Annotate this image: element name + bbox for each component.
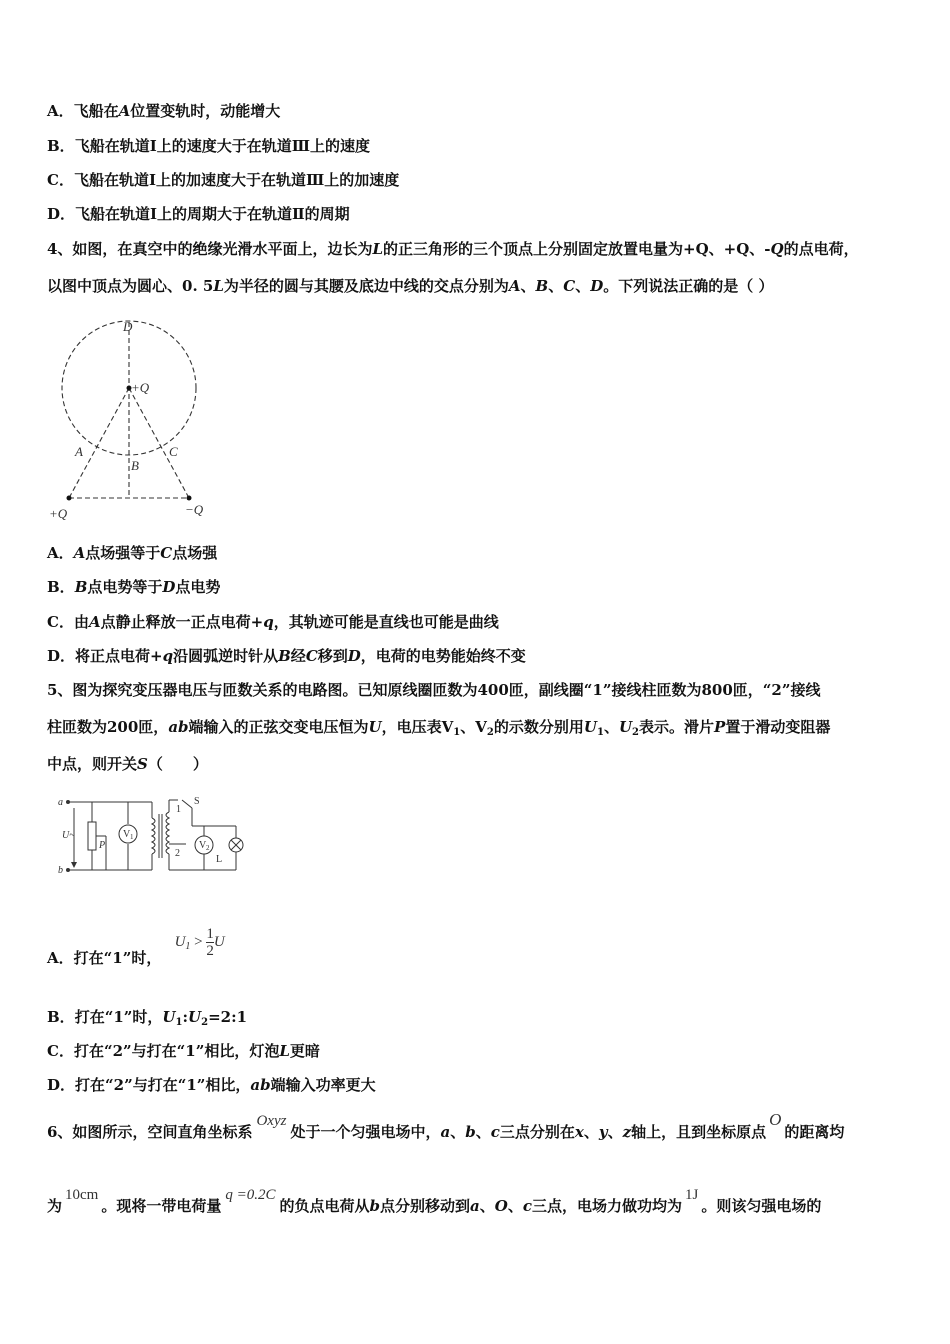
q4-stem-line2: 以图中顶点为圆心、0. 5L为半径的圆与其腰及底边中线的交点分别为A、B、C、D。下列说法正确的是（ ） [47,277,774,295]
label-s: S [194,796,200,807]
q4-charge-triangle-figure [45,318,225,528]
q5-option-c: C．打在“2”与打在“1”相比，灯泡L更暗 [47,1042,320,1060]
q5-stem-line1: 5、图为探究变压器电压与匝数关系的电路图。已知原线圈匝数为400匝，副线圈“1”接线柱匝数为800匝，“2”接线 [47,681,821,699]
q3-option-d: D．飞船在轨道Ⅰ上的周期大于在轨道Ⅱ的周期 [47,205,350,223]
label-top-q: +Q [131,380,150,395]
right-charge-dot [187,496,192,501]
label-v2: V [199,840,207,851]
rheostat [88,822,96,850]
switch-s [182,800,192,808]
label-l: L [216,854,223,865]
label-d: D [123,319,133,334]
q6-stem-line2: 为10cm。现将一带电荷量q =0.2C的负点电荷从b点分别移动到a、O、c三点，电场力做功均为1J。则该匀强电场的 [47,1187,822,1215]
label-right-q: −Q [185,502,204,517]
q5-option-a: A．打在“1”时， $U_1$ > $\frac{1}{2}$ U [47,926,225,967]
q5-stem-line2: 柱匝数为200匝，ab端输入的正弦交变电压恒为U，电压表$V_1$、$V_2$的示数分别用$U_1$、$U_2$表示。滑片P置于滑动变阻器 [47,718,831,738]
q5-option-a-formula: $U_1$ > $\frac{1}{2}$ U [174,926,225,959]
q5-option-d: D．打在“2”与打在“1”相比，ab端输入功率更大 [47,1076,376,1094]
terminal-a [66,800,70,804]
q4-option-d: D．将正点电荷+q沿圆弧逆时针从B经C移到D，电荷的电势能始终不变 [47,647,526,665]
q5-transformer-circuit-figure [58,796,248,878]
triangle-left-side [69,388,129,498]
q3-option-a: A．飞船在A位置变轨时，动能增大 [47,102,281,120]
label-left-q: +Q [49,506,68,521]
label-c: C [169,444,178,459]
q4-option-c: C．由A点静止释放一正点电荷+q，其轨迹可能是直线也可能是曲线 [47,613,499,631]
q5-stem-line3: 中点，则开关S（ ） [47,755,208,773]
left-charge-dot [67,496,72,501]
label-v2-sub: 2 [206,844,210,852]
label-a: a [58,797,63,808]
q6-stem-line1: 6、如图所示，空间直角坐标系Oxyz处于一个匀强电场中，a、b、c三点分别在x、y、z轴上，且到坐标原点O的距离均 [47,1110,845,1141]
label-v1-sub: 1 [130,833,134,841]
label-tap-1: 1 [176,804,181,815]
label-b: b [58,865,63,876]
q4-option-b: B．B点电势等于D点电势 [47,578,221,596]
label-a: A [75,444,83,459]
label-b: B [131,458,139,473]
u-arrow-head [71,862,77,868]
q3-option-c: C．飞船在轨道Ⅰ上的加速度大于在轨道Ⅲ上的加速度 [47,171,400,189]
label-tap-2: 2 [175,848,180,859]
triangle-right-side [129,388,189,498]
label-p: P [99,840,106,851]
q5-option-b: B．打在“1”时，$U_1:U_2=2:1$ [47,1008,248,1028]
secondary-coil [166,812,169,854]
label-v1: V [123,829,131,840]
q3-option-b: B．飞船在轨道Ⅰ上的速度大于在轨道Ⅲ上的速度 [47,137,370,155]
terminal-b [66,868,70,872]
q4-stem-line1: 4、如图，在真空中的绝缘光滑水平面上，边长为L的正三角形的三个顶点上分别固定放置电量为+Q、+Q、-Q的点电荷， [47,240,859,258]
primary-coil [152,818,155,854]
label-u: U~ [62,830,75,841]
q4-option-a: A．A点场强等于C点场强 [47,544,218,562]
